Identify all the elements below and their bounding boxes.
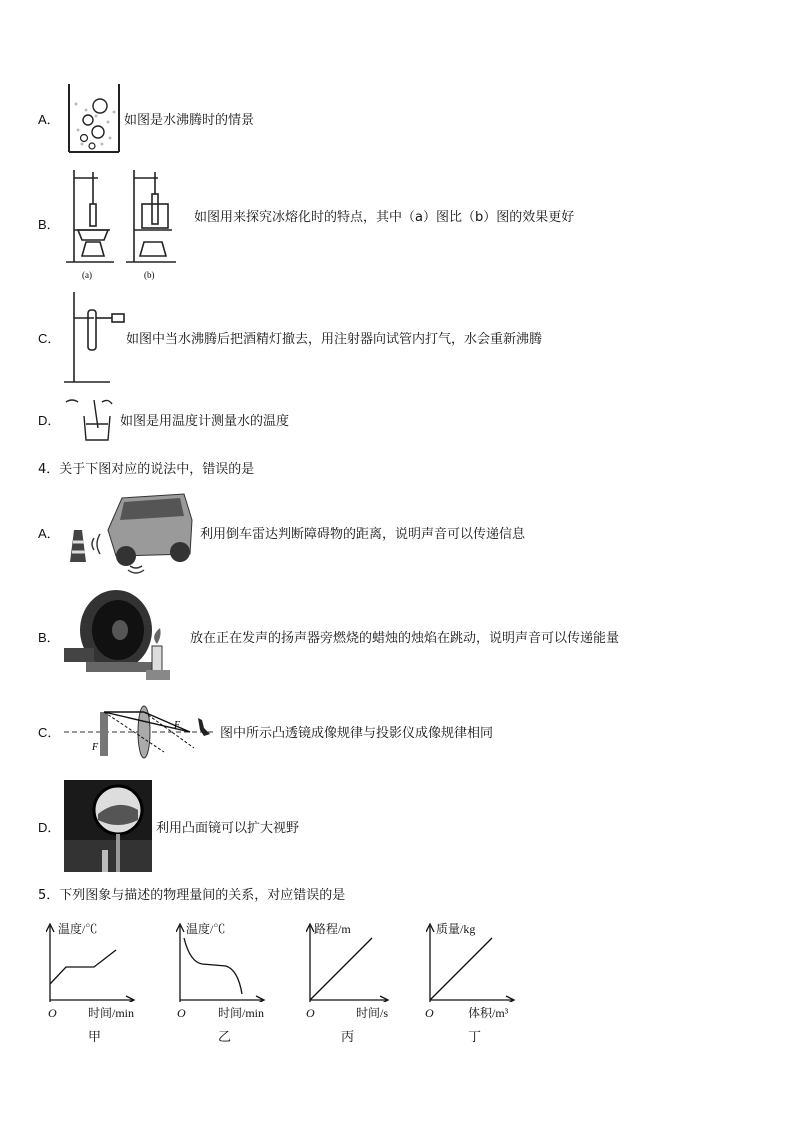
reversing-radar-car-figure [64,490,194,574]
q3-option-b [38,164,574,282]
graph-yi-xlabel: 时间/min [218,1006,265,1020]
figure-caption-a: (a) [82,270,92,280]
convex-lens-diagram-figure [64,702,214,760]
option-text: 利用凸面镜可以扩大视野 [156,820,300,836]
q3-option-d [38,396,289,442]
question-5-title: 5．下列图象与描述的物理量间的关系，对应错误的是 [38,888,346,903]
graph-ding-ylabel: 质量/kg [436,922,476,936]
graph-jia-ylabel: 温度/℃ [58,922,98,936]
option-label: B． [38,216,60,232]
option-text: 如图用来探究冰熔化时的特点，其中（a）图比（b）图的效果更好 [194,210,575,225]
graph-jia-xlabel: 时间/min [88,1006,135,1020]
syringe-test-tube-figure [64,288,126,386]
option-label: D． [38,412,61,428]
graph-yi-name: 乙 [218,1030,232,1045]
q4-option-b [38,588,619,684]
boiling-water-figure [64,82,124,154]
thermometer-beaker-figure [64,396,120,442]
option-label: D． [38,819,61,835]
question-4-title: 4．关于下图对应的说法中，错误的是 [38,462,255,477]
option-label: C． [38,724,61,740]
option-text: 如图是水沸腾时的情景 [124,112,255,128]
option-label: A． [38,525,60,541]
q4-option-d [38,780,299,872]
graph-bing-xlabel: 时间/s [356,1006,389,1020]
graph-bing-name: 丙 [341,1030,355,1045]
graph-ding-xlabel: 体积/m³ [468,1006,509,1020]
graph-ding-name: 丁 [468,1030,482,1045]
graph-ding-origin: O [425,1006,434,1020]
focal-point-label-right: F [174,720,181,731]
q4-option-a [38,490,525,574]
q3-option-a [38,82,254,154]
graph-jia-name: 甲 [88,1030,102,1045]
figure-caption-b: (b) [144,270,155,280]
option-label: C． [38,330,61,346]
option-text: 图中所示凸透镜成像规律与投影仪成像规律相同 [220,725,494,741]
graph-bing-ylabel: 路程/m [314,922,351,936]
convex-mirror-figure [64,780,152,872]
graph-bing-origin: O [306,1006,315,1020]
q3-option-c [38,288,542,386]
option-text: 利用倒车雷达判断障碍物的距离，说明声音可以传递信息 [200,526,526,542]
option-text: 放在正在发声的扬声器旁燃烧的蜡烛的烛焰在跳动，说明声音可以传递能量 [190,630,620,646]
option-text: 如图中当水沸腾后把酒精灯撤去，用注射器向试管内打气，水会重新沸腾 [126,331,543,347]
graph-yi-ylabel: 温度/℃ [186,922,226,936]
graph-yi-origin: O [177,1006,186,1020]
ice-melting-apparatus-figure [64,164,184,282]
option-label: A． [38,111,60,127]
option-text: 如图是用温度计测量水的温度 [120,413,290,429]
graph-jia-origin: O [48,1006,57,1020]
speaker-candle-figure [64,588,176,684]
focal-point-label-left: F [92,742,99,753]
option-label: B． [38,629,60,645]
q4-option-c [38,702,493,760]
